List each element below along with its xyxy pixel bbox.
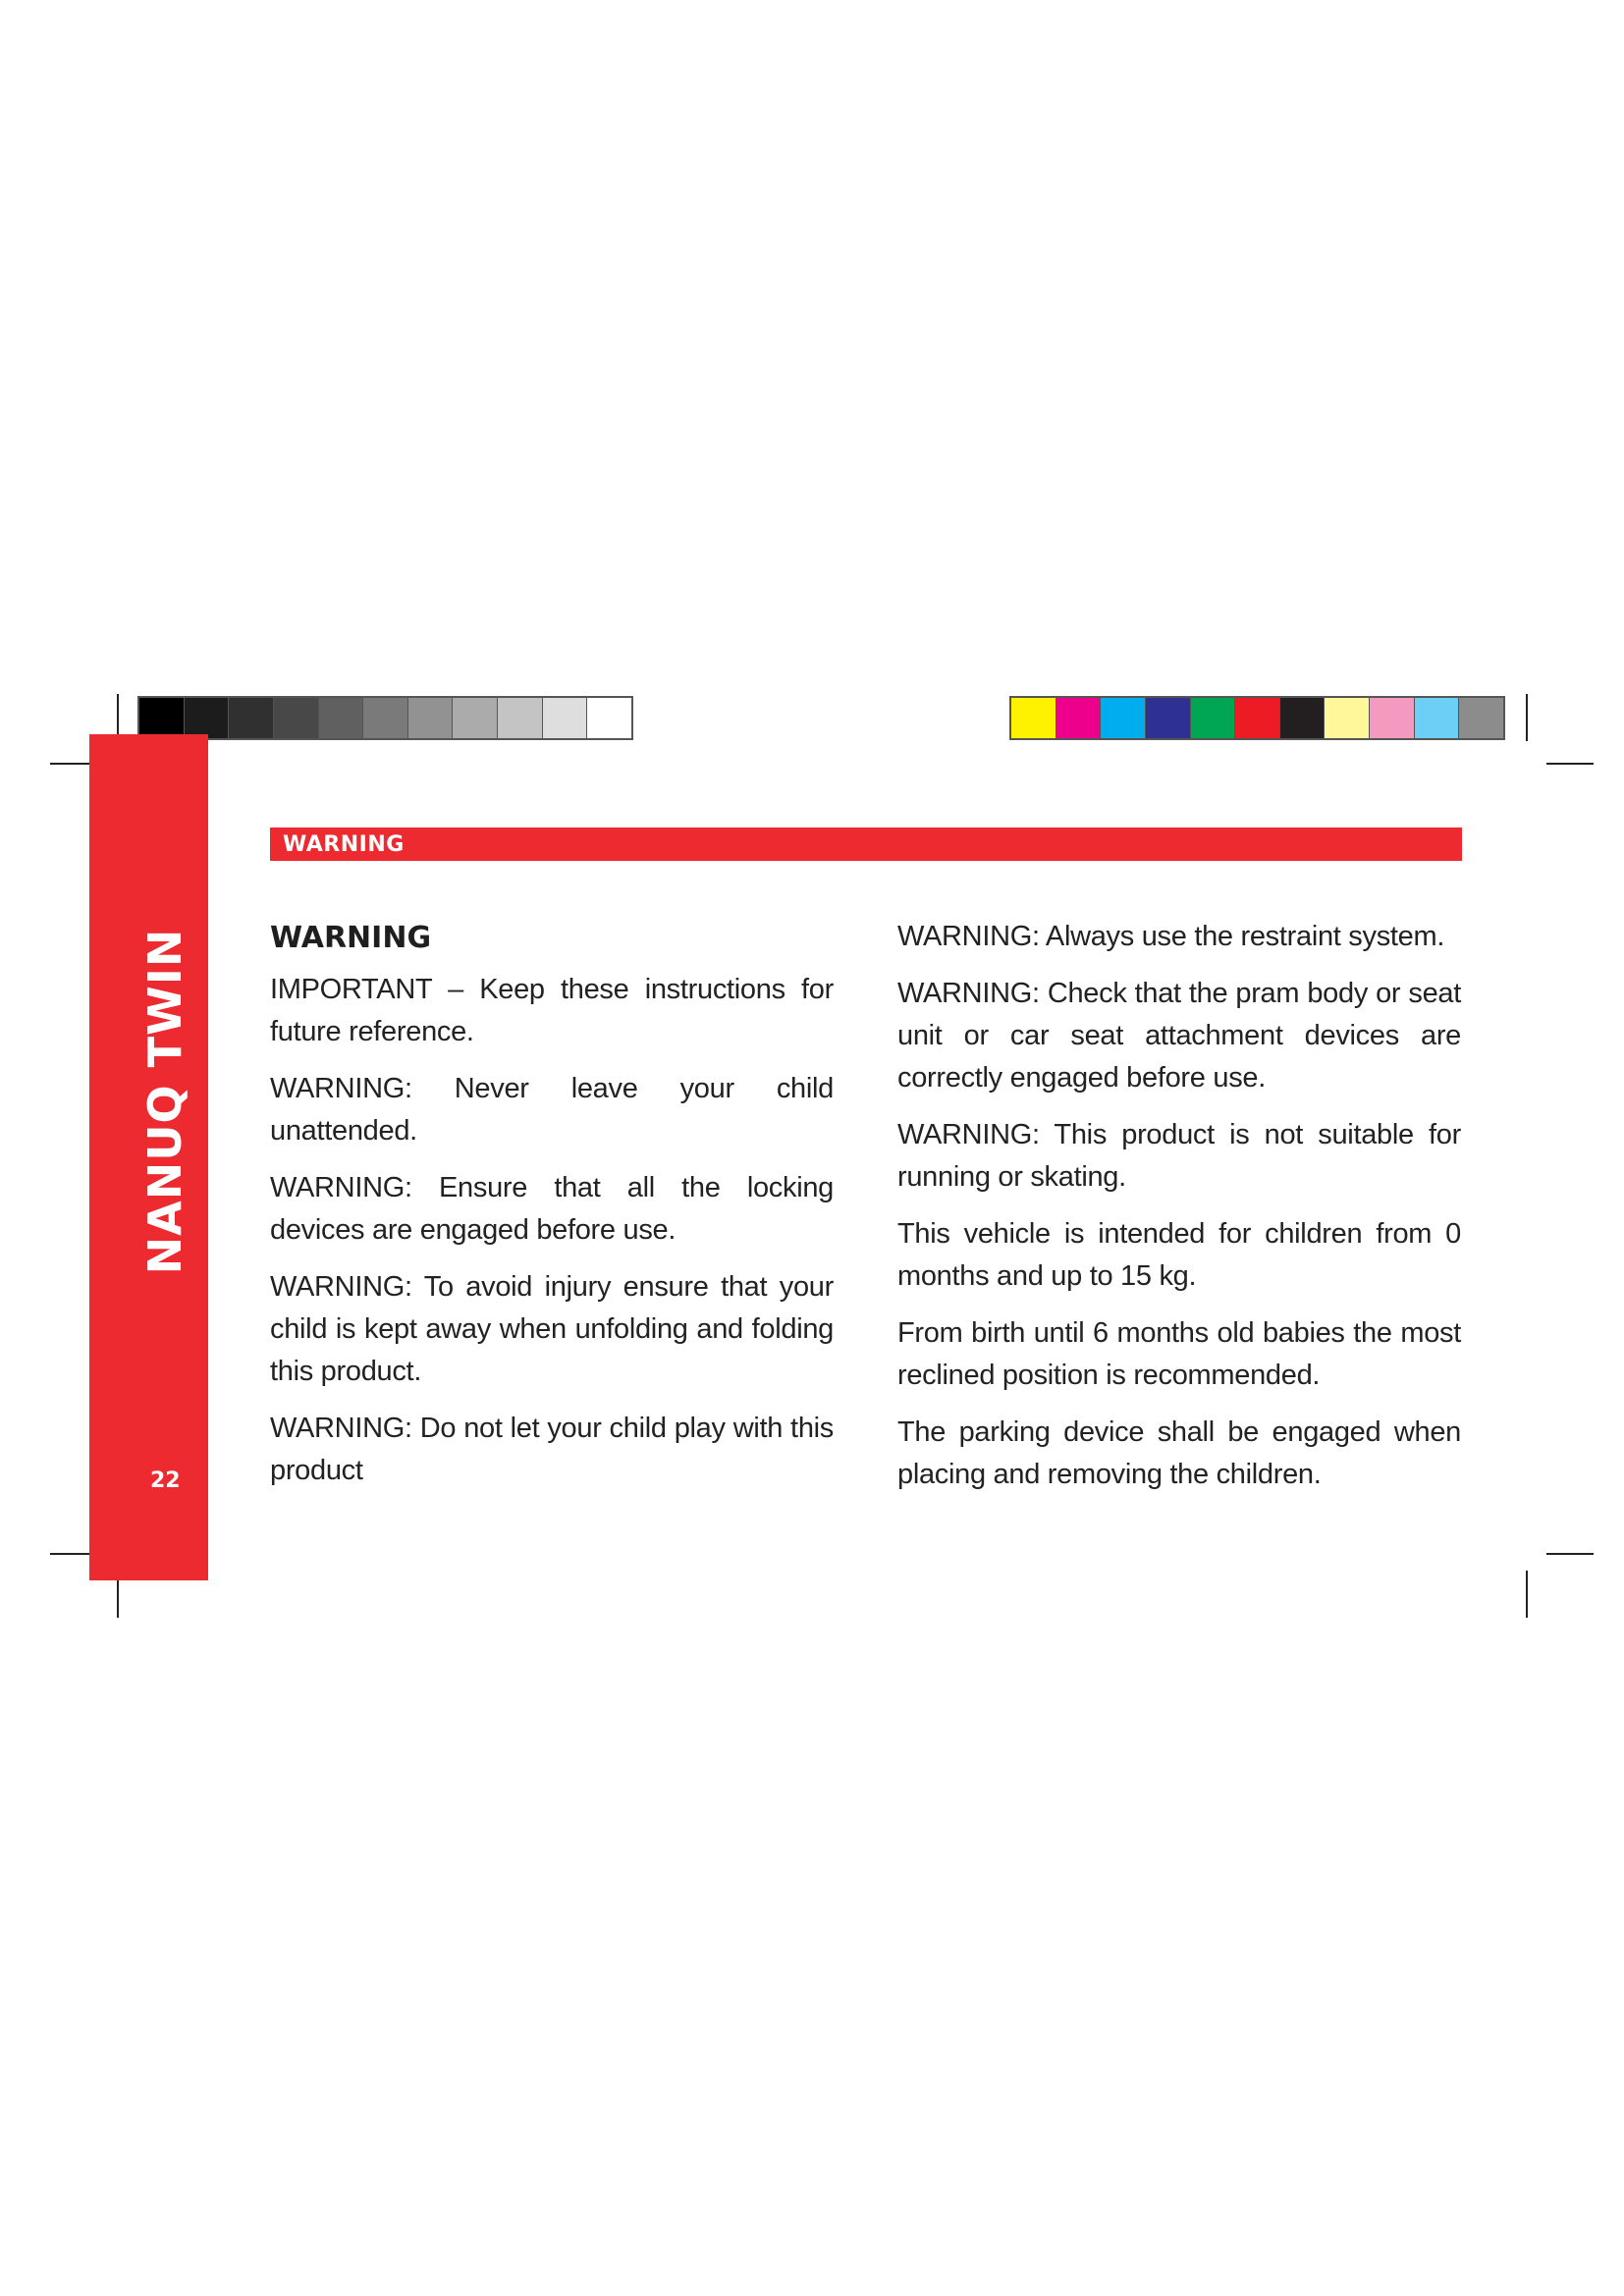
grayscale-calibration-bar <box>137 696 633 740</box>
crop-mark <box>1546 1553 1594 1555</box>
color-swatch <box>1056 698 1102 738</box>
crop-mark <box>1546 763 1594 765</box>
color-swatch <box>1280 698 1326 738</box>
gray-swatch <box>453 698 498 738</box>
left-text-column <box>270 916 834 1507</box>
color-swatch <box>1101 698 1146 738</box>
instruction-paragraph: WARNING: Always use the restraint system. <box>897 921 1445 952</box>
instruction-paragraph: WARNING: To avoid injury ensure that your child is kept away when unfolding and folding this product. <box>270 1271 834 1387</box>
instruction-paragraph: From birth until 6 months old babies the most reclined position is recommended. <box>897 1317 1461 1391</box>
gray-swatch <box>363 698 408 738</box>
color-swatch <box>1415 698 1460 738</box>
gray-swatch <box>139 698 185 738</box>
gray-swatch <box>587 698 631 738</box>
instruction-paragraph: WARNING: This product is not suitable for running or skating. <box>897 1119 1461 1193</box>
color-calibration-bar <box>1009 696 1505 740</box>
section-header-label: WARNING <box>283 832 405 857</box>
page-number: 22 <box>150 1468 181 1493</box>
gray-swatch <box>319 698 364 738</box>
right-text-column <box>897 916 1461 1511</box>
crop-mark <box>1526 1571 1528 1618</box>
color-swatch <box>1191 698 1236 738</box>
instruction-paragraph: This vehicle is intended for children from 0 months and up to 15 kg. <box>897 1218 1461 1292</box>
gray-swatch <box>543 698 588 738</box>
color-swatch <box>1235 698 1280 738</box>
instruction-paragraph: WARNING: Ensure that all the locking devices are engaged before use. <box>270 1172 834 1246</box>
section-header-bar <box>270 828 1462 861</box>
color-swatch <box>1146 698 1191 738</box>
instruction-paragraph: WARNING: Check that the pram body or seat unit or car seat attachment devices are correctly engaged before use. <box>897 978 1461 1094</box>
gray-swatch <box>185 698 230 738</box>
color-swatch <box>1459 698 1503 738</box>
warning-heading: WARNING <box>270 921 432 955</box>
instruction-paragraph: WARNING: Never leave your child unattended. <box>270 1073 834 1147</box>
product-title: NANUQ TWIN <box>138 928 191 1275</box>
instruction-paragraph: The parking device shall be engaged when placing and removing the children. <box>897 1416 1461 1490</box>
gray-swatch <box>274 698 319 738</box>
gray-swatch <box>229 698 274 738</box>
crop-mark <box>1526 694 1528 741</box>
gray-swatch <box>408 698 454 738</box>
color-swatch <box>1325 698 1370 738</box>
instruction-paragraph: WARNING: Do not let your child play with this product <box>270 1413 834 1486</box>
instruction-paragraph: IMPORTANT – Keep these instructions for future reference. <box>270 974 834 1047</box>
color-swatch <box>1011 698 1056 738</box>
gray-swatch <box>498 698 543 738</box>
color-swatch <box>1370 698 1415 738</box>
